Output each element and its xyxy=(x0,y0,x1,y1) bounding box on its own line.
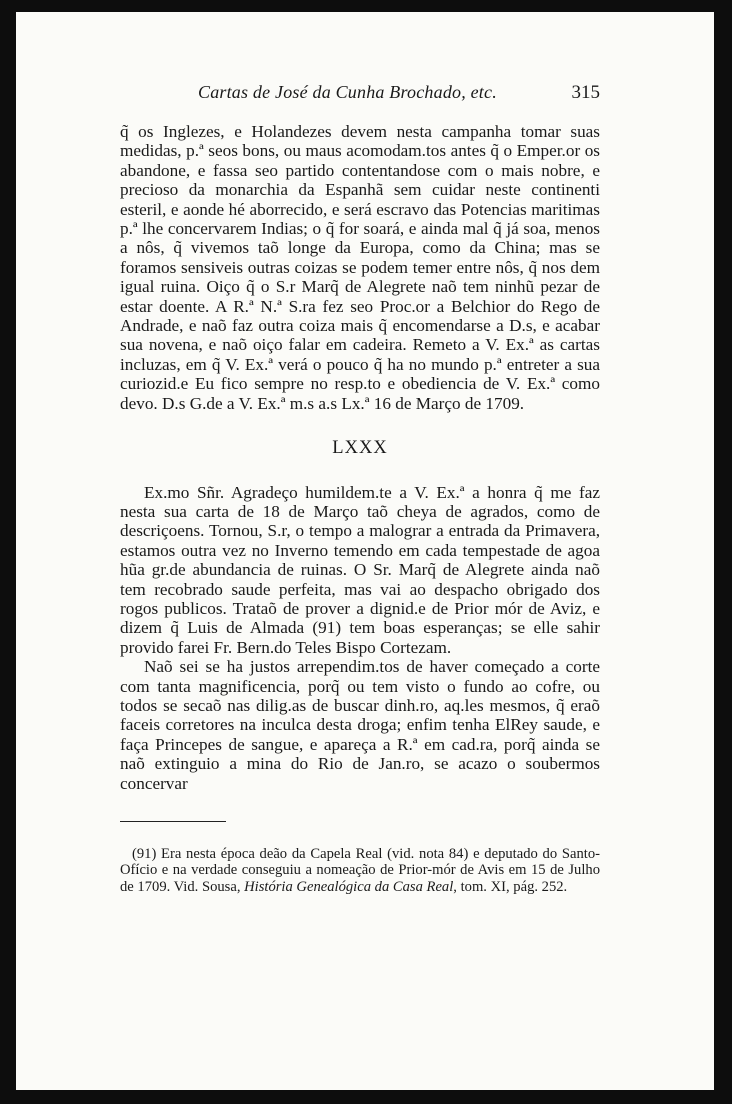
letter-number-heading: LXXX xyxy=(332,438,388,459)
footnote-text-a: (91) Era nesta época deão da Capela Real (vid. nota 84) e deputado do Santo-Ofício e na verdade conseguiu a nomeação de Prior-mór de Avis em 15 de Julho de 1709. Vid. Sousa, xyxy=(120,846,600,895)
running-title: Cartas de José da Cunha Brochado, etc. xyxy=(198,82,497,102)
footnote xyxy=(120,846,600,895)
footnote-citation-title: História Genealógica da Casa Real xyxy=(244,878,454,895)
footnote-divider xyxy=(120,821,226,822)
footnote-text-b: , tom. XI, pág. 252. xyxy=(453,878,568,895)
footnote-91 xyxy=(120,846,600,895)
page-number: 315 xyxy=(571,82,600,103)
book-page xyxy=(120,68,600,895)
letter-end-paragraph: q̃ os Inglezes, e Holandezes devem nesta campanha tomar suas medidas, p.ª seos bons, ou maus acomodam.tos antes q̃ o Emper.or os abandone, e fassa seo partido contentandose com o mais nobre, e precioso da monarchia da Espanhã sem cuidar neste continenti esteril, e aonde hé aborrecido, e será escravo das Potencias maritimas p.ª lhe concervarem Indias; o q̃ for soará, e ainda mal q̃ já soa, menos a nôs, q̃ vivemos taõ longe da Europa, como da China; mas se foramos sensiveis outras coizas se podem temer entre nôs, q̃ nos dem igual ruina. Oiço q̃ o S.r Marq̃ de Alegrete naõ tem ninhũ pezar de estar doente. A R.ª N.ª S.ra fez seo Proc.or a Belchior do Rego de Andrade, e naõ faz outra coiza mais q̃ encomendarse a D.s, e acabar sua novena, e naõ oiço falar em cadeira. Remeto a V. Ex.ª as cartas incluzas, em q̃ V. Ex.ª verá o pouco q̃ ha no mundo p.ª entreter a sua curiozid.e Eu fico sempre no resp.to e obediencia de V. Ex.ª como devo. D.s G.de a V. Ex.ª m.s a.s Lx.ª 16 de Março de 1709. xyxy=(120,122,600,413)
running-header xyxy=(120,68,600,108)
main-text xyxy=(120,122,600,793)
letter-paragraph-1: Ex.mo Sñr. Agradeço humildem.te a V. Ex.ª a honra q̃ me faz nesta sua carta de 18 de Março taõ cheya de agrados, como de descriçoens. Tornou, S.r, o tempo a malograr a entrada da Primavera, estamos outra vez no Inverno temendo em cada tempestade de agoa hũa gr.de abundancia de ruinas. O Sr. Marq̃ de Alegrete ainda naõ tem recobrado saude perfeita, mas vai ao despacho obrigado dos rogos publicos. Trataõ de prover a dignid.e de Prior mór de Aviz, e dizem q̃ Luis de Almada (91) tem boas esperanças; se elle sahir provido farei Fr. Bern.do Teles Bispo Cortezam. xyxy=(120,482,600,657)
letter-paragraph-2: Naõ sei se ha justos arrependim.tos de haver começado a corte com tanta magnificencia, porq̃ ou tem visto o fundo ao cofre, ou todos se secaõ nas dilig.as de buscar dinh.ro, aq.les mesmos, q̃ eraõ faceis corretores na inculca desta droga; enfim tenha ElRey saude, e faça Princepes de sangue, e apareça a R.ª em cad.ra, porq̃ ainda se naõ extinguio a mina do Rio de Jan.ro, se acazo o soubermos concervar xyxy=(120,657,600,793)
